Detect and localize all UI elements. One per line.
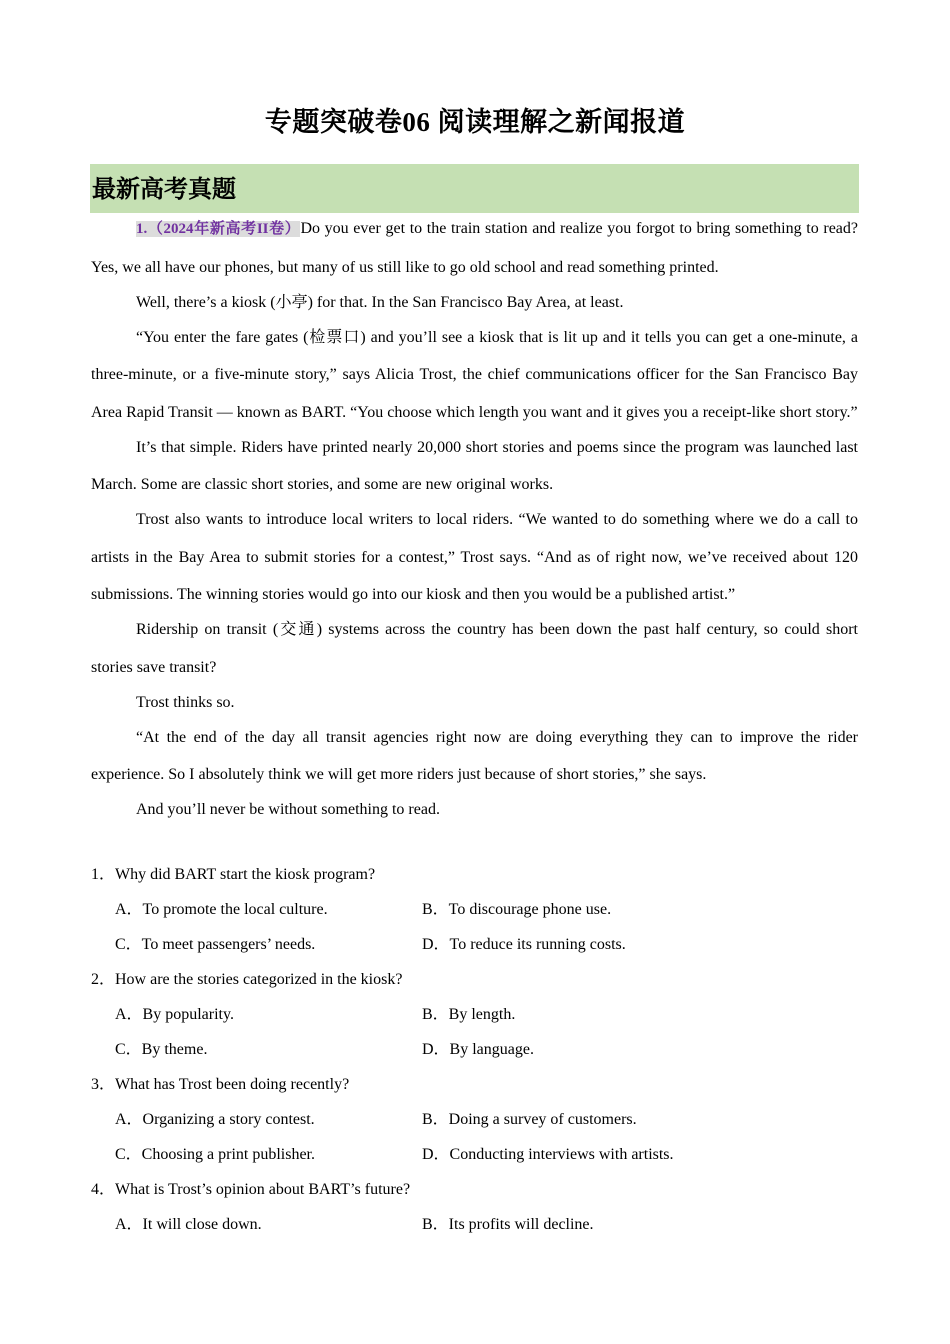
option-row (91, 1102, 858, 1137)
option-c: C．Choosing a print publisher. (115, 1146, 316, 1163)
passage-paragraph: “At the end of the day all transit agencies right now are doing everything they can to improve the rider experience. So I absolutely think we will get more riders just because of short stories,” she says. (91, 728, 858, 783)
question-2 (91, 962, 858, 1067)
option-a: A．Organizing a story contest. (115, 1111, 315, 1128)
question-3 (91, 1067, 858, 1172)
option-c: C．To meet passengers’ needs. (115, 936, 316, 953)
option-row (91, 1207, 858, 1242)
passage-paragraph (91, 210, 858, 286)
option-d: D．To reduce its running costs. (422, 936, 626, 953)
option-row (91, 927, 858, 962)
reading-passage (91, 210, 858, 829)
option-row (91, 1032, 858, 1067)
option-b: B．Doing a survey of customers. (422, 1111, 637, 1128)
option-a: A．By popularity. (115, 1006, 234, 1023)
option-c: C．By theme. (115, 1041, 208, 1058)
option-row (91, 1137, 858, 1172)
passage-paragraph: And you’ll never be without something to read. (136, 801, 440, 818)
paragraph-text: Do you ever get to the train station and realize you forgot to bring something to read? Yes, we all have our phones, but many of us still like to go old school and read something printed. (91, 220, 858, 276)
question-stem: 3．What has Trost been doing recently? (91, 1076, 350, 1093)
option-a: A．To promote the local culture. (115, 901, 328, 918)
option-b: B．Its profits will decline. (422, 1216, 594, 1233)
option-d: D．Conducting interviews with artists. (422, 1146, 674, 1163)
question-4 (91, 1172, 858, 1242)
option-a: A．It will close down. (115, 1216, 262, 1233)
option-row (91, 892, 858, 927)
section-heading: 最新高考真题 (90, 164, 859, 213)
option-b: B．By length. (422, 1006, 516, 1023)
passage-paragraph: Trost also wants to introduce local writers to local riders. “We wanted to do something where we do a call to artists in the Bay Area to submit stories for a contest,” Trost says. “And as of right now, we’ve received about 120 submissions. The winning stories would go into our kiosk and then you would be a published artist.” (91, 511, 858, 603)
question-stem: 2．How are the stories categorized in the kiosk? (91, 971, 403, 988)
passage-paragraph: Well, there’s a kiosk (小亭) for that. In the San Francisco Bay Area, at least. (136, 293, 624, 311)
question-list (91, 857, 858, 1242)
source-tag: 1.（2024年新高考II卷） (136, 221, 301, 237)
question-1 (91, 857, 858, 962)
passage-paragraph: It’s that simple. Riders have printed nearly 20,000 short stories and poems since the program was launched last March. Some are classic short stories, and some are new original works. (91, 438, 858, 493)
passage-paragraph: Trost thinks so. (136, 693, 235, 711)
option-b: B．To discourage phone use. (422, 901, 612, 918)
option-d: D．By language. (422, 1041, 534, 1058)
question-stem: 4．What is Trost’s opinion about BART’s future? (91, 1181, 411, 1198)
passage-paragraph: “You enter the fare gates (检票口) and you’ll see a kiosk that is lit up and it tells you can get a one-minute, a three-minute, or a five-minute story,” says Alicia Trost, the chief communications officer for the San Francisco Bay Area Rapid Transit — known as BART. “You choose which length you want and it gives you a receipt-like short story.” (91, 328, 858, 421)
question-stem: 1．Why did BART start the kiosk program? (91, 866, 376, 883)
option-row (91, 997, 858, 1032)
passage-paragraph: Ridership on transit (交通) systems across the country has been down the past half century, so could short stories save transit? (91, 621, 858, 676)
document-title: 专题突破卷06 阅读理解之新闻报道 (264, 107, 686, 137)
